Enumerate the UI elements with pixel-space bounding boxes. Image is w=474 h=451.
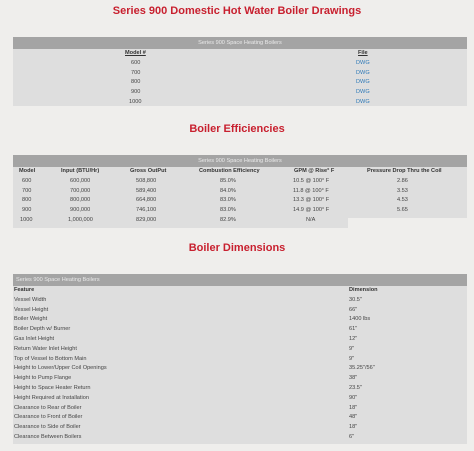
table-row (13, 88, 467, 98)
dwg-link[interactable]: DWG (356, 59, 370, 66)
input-cell: 800,000 (70, 197, 91, 204)
dimension-cell: 90" (349, 394, 358, 401)
output-cell: 746,100 (136, 207, 157, 214)
efficiency-cell: 83.0% (220, 207, 236, 214)
table-row (13, 78, 467, 88)
dimension-cell: 9" (349, 355, 355, 362)
header-input: Input (BTU/Hr) (61, 168, 100, 174)
table-row (13, 216, 467, 226)
dwg-link[interactable]: DWG (356, 69, 370, 76)
model-cell: 800 (22, 197, 32, 204)
dimensions-caption: Series 900 Space Heating Boilers (13, 274, 467, 286)
feature-cell: Clearance to Front of Boiler (14, 414, 83, 421)
input-cell: 600,000 (70, 177, 91, 184)
dimension-cell: 61" (349, 326, 358, 333)
dimension-cell: 66" (349, 306, 358, 313)
feature-cell: Height Required at Installation (14, 394, 89, 401)
dimension-cell: 30.5" (349, 296, 362, 303)
efficiency-cell: 84.0% (220, 187, 236, 194)
header-dimension: Dimension (349, 287, 378, 293)
header-file: File (358, 50, 368, 56)
feature-cell: Return Water Inlet Height (14, 345, 77, 352)
model-cell: 700 (22, 187, 32, 194)
table-row (13, 69, 467, 79)
dimension-cell: 48" (349, 414, 358, 421)
dimension-cell: 18" (349, 404, 358, 411)
model-cell: 800 (131, 79, 141, 86)
feature-cell: Vessel Width (14, 296, 47, 303)
header-model: Model (19, 168, 36, 174)
dwg-link[interactable]: DWG (356, 89, 370, 96)
model-cell: 600 (131, 59, 141, 66)
table-row (13, 196, 467, 206)
output-cell: 508,800 (136, 177, 157, 184)
table-row (13, 335, 467, 345)
efficiencies-header-row (13, 167, 467, 177)
output-cell: 589,400 (136, 187, 157, 194)
table-row (13, 177, 467, 187)
gpm-cell: N/A (306, 216, 316, 223)
header-gpm: GPM @ Rise° F (294, 168, 335, 174)
feature-cell: Clearance Between Boilers (14, 433, 82, 440)
dimension-cell: 18" (349, 424, 358, 431)
drawings-title: Series 900 Domestic Hot Water Boiler Drawings (112, 5, 362, 17)
dwg-link[interactable]: DWG (356, 79, 370, 86)
model-cell: 1000 (129, 98, 142, 105)
gpm-cell: 11.8 @ 100° F (293, 187, 329, 194)
dimension-cell: 9" (349, 345, 355, 352)
table-row (13, 384, 467, 394)
input-cell: 900,000 (70, 207, 91, 214)
drawings-caption: Series 900 Space Heating Boilers (13, 37, 467, 49)
header-pressure-drop: Pressure Drop Thru the Coil (367, 168, 442, 174)
feature-cell: Height to Pump Flange (14, 375, 72, 382)
header-gross-output: Gross OutPut (130, 168, 167, 174)
feature-cell: Boiler Weight (14, 316, 48, 323)
model-cell: 900 (22, 207, 32, 214)
table-row (13, 345, 467, 355)
table-row (13, 325, 467, 335)
table-row (13, 206, 467, 216)
efficiencies-table (13, 155, 467, 228)
input-cell: 700,000 (70, 187, 91, 194)
efficiency-cell: 85.0% (220, 177, 236, 184)
table-row (13, 374, 467, 384)
pressure-cell: 3.53 (397, 187, 408, 194)
feature-cell: Top of Vessel to Bottom Main (14, 355, 87, 362)
dimensions-title: Boiler Dimensions (188, 242, 286, 254)
model-cell: 600 (22, 177, 32, 184)
gpm-cell: 14.9 @ 100° F (293, 207, 330, 214)
dwg-link[interactable]: DWG (356, 98, 370, 105)
output-cell: 829,000 (136, 216, 157, 223)
dimension-cell: 12" (349, 335, 358, 342)
header-combustion-efficiency: Combustion Efficiency (199, 168, 260, 174)
feature-cell: Clearance to Side of Boiler (14, 424, 81, 431)
dimension-cell: 23.5" (349, 384, 362, 391)
table-row (13, 433, 467, 443)
dimension-cell: 6" (349, 433, 355, 440)
table-row (13, 296, 467, 306)
header-model: Model # (125, 50, 146, 56)
table-row (13, 394, 467, 404)
pressure-cell: 4.53 (397, 197, 408, 204)
efficiencies-title: Boiler Efficiencies (189, 123, 285, 135)
table-row (13, 59, 467, 69)
model-cell: 900 (131, 89, 141, 96)
dimensions-header-row (13, 286, 467, 296)
output-cell: 664,800 (136, 197, 157, 204)
dimension-cell: 38" (349, 375, 358, 382)
table-row (13, 423, 467, 433)
table-row (13, 364, 467, 374)
feature-cell: Vessel Height (14, 306, 49, 313)
feature-cell: Clearance to Rear of Boiler (14, 404, 82, 411)
gpm-cell: 13.3 @ 100° F (293, 197, 330, 204)
table-row (13, 306, 467, 316)
table-row (13, 98, 467, 108)
table-row (13, 315, 467, 325)
feature-cell: Gas Inlet Height (14, 335, 55, 342)
dimension-cell: 35.25"/56" (349, 365, 375, 372)
pressure-cell: 2.86 (397, 177, 408, 184)
table-row (13, 404, 467, 414)
input-cell: 1,000,000 (68, 216, 93, 223)
table-row (13, 413, 467, 423)
efficiency-cell: 83.0% (220, 197, 236, 204)
pressure-cell: 5.65 (397, 207, 408, 214)
model-cell: 700 (131, 69, 141, 76)
feature-cell: Height to Space Heater Return (14, 384, 91, 391)
dimension-cell: 1400 lbs (349, 316, 371, 323)
dimensions-table (13, 274, 467, 444)
feature-cell: Boiler Depth w/ Burner (14, 326, 71, 333)
header-feature: Feature (14, 287, 35, 293)
efficiencies-caption: Series 900 Space Heating Boilers (13, 155, 467, 167)
drawings-header-row (13, 49, 467, 59)
table-row (13, 355, 467, 365)
drawings-table (13, 37, 467, 106)
feature-cell: Height to Lower/Upper Coil Openings (14, 365, 107, 372)
gpm-cell: 10.5 @ 100° F (293, 177, 330, 184)
model-cell: 1000 (20, 216, 33, 223)
table-row (13, 187, 467, 197)
efficiency-cell: 82.9% (220, 216, 236, 223)
